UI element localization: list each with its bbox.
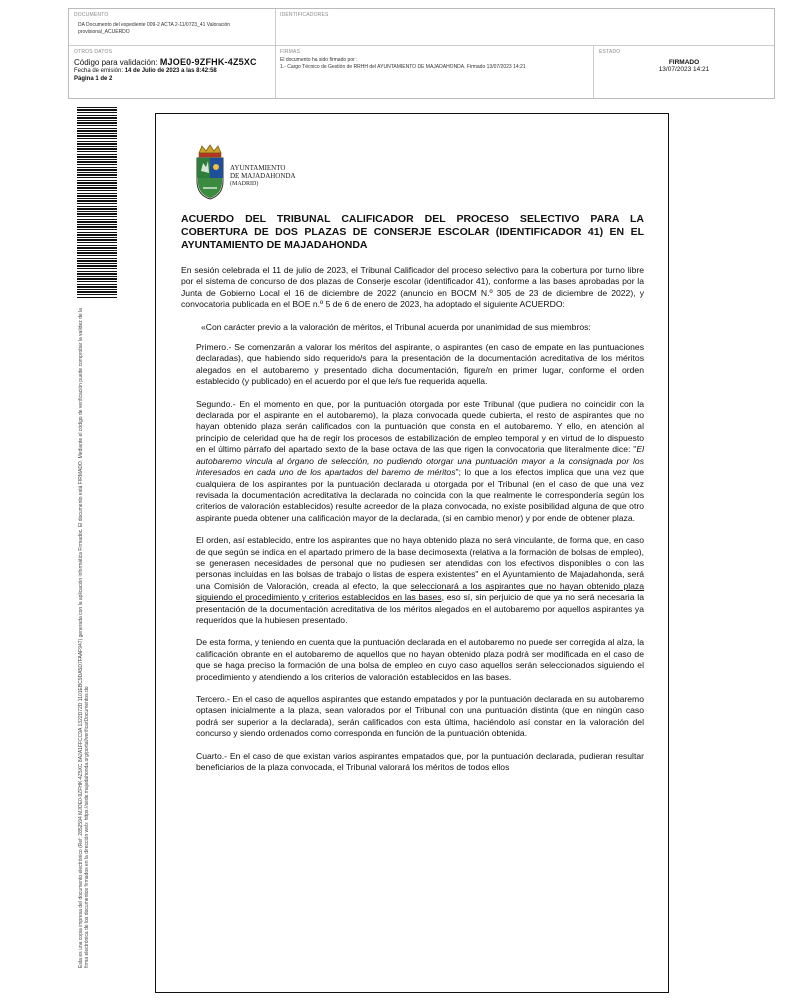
barcode bbox=[77, 107, 117, 299]
firmas-line-1: El documento ha sido firmado por : bbox=[280, 57, 358, 63]
paragraph-orden bbox=[196, 535, 644, 626]
paragraph-intro: En sesión celebrada el 11 de julio de 2023, el Tribunal Calificador del proceso selectivo para la cobertura por turno libre por el sistema de concurso de dos plazas de Conserje escolar (identificador 41), conforme a las bases aprobadas por la Junta de Gobierno Local el 16 de diciembre de 2022 (anuncio en BOCM N.º 305 de 23 de diciembre de 2022), y convocatoria publicada en el BOE n.º 5 de 6 de enero de 2023, ha adoptado el siguiente ACUERDO: bbox=[181, 265, 644, 310]
estado-label: ESTADO bbox=[599, 49, 621, 55]
logo-text bbox=[230, 164, 296, 188]
paragraph-cuarto: Cuarto.- En el caso de que existan varios aspirantes empatados que, por la puntuación declarada, pudieran resultar beneficiarios de la plaza convocada, el Tribunal valorará los méritos de todos ellos bbox=[196, 750, 644, 773]
validation-code-prefix: Código para validación: bbox=[74, 58, 158, 67]
documento-text: DA Documento del expediente 009-2 ACTA 2-11/0723_41 Valoración provisional_ACUERDO bbox=[78, 22, 231, 35]
segundo-text-b: "; lo que a los efectos implica que una vez que cualquiera de los aspirantes por la puntuación declarada u otorgada por el Tribunal (en el caso de que una vez revisada la documentación acreditativa la declarada no coincida con la que realmente le correspondería según los criterios de valoración establecidos) resulte acreedor de la plaza convocada, no existe posibilidad alguna de que otro aspirante pueda obtener una calificación mayor de la declarada, (si en cambio menor) y por ende de obtener plaza. bbox=[196, 467, 644, 523]
identificadores-cell bbox=[275, 9, 774, 45]
coat-of-arms-icon bbox=[193, 143, 227, 201]
firmas-line-2: 1.- Cargo Técnico de Gestión de RRHH del AYUNTAMIENTO DE MAJADAHONDA. Firmado 13/07/2023 14:21 bbox=[280, 64, 526, 70]
firmas-label: FIRMAS bbox=[280, 49, 301, 55]
orden-underlined: seleccionará a los aspirantes que no hayan obtenido plaza siguiendo el procedimiento y criterios establecidos en las bases bbox=[196, 580, 644, 603]
otros-datos-cell bbox=[69, 46, 275, 98]
documento-label: DOCUMENTO bbox=[74, 12, 109, 18]
issue-date-prefix: Fecha de emisión: bbox=[74, 68, 124, 74]
orden-text-a: El orden, así establecido, entre los aspirantes que no haya obtenido plaza no será vinculante, de forma que, en caso de que según se indica en el apartado primero de la base decimosexta (relativa a la formación de bolsas de empleo), se generasen necesidades de personal que no pudiesen ser atendidas con los efectivos disponibles o con las personas incluidas en las bolsas de trabajo o listas de espera existentes" en el Ayuntamiento de Majadahonda, será una Comisión de Valoración, creada al efecto, la que bbox=[196, 535, 644, 591]
orden-text-b: , eso sí, sin perjuicio de que ya no será necesaria la presentación de la documentación acreditativa de los méritos alegados en el autobaremo por aquellos aspirantes ya requeridos que la hubiesen presentado. bbox=[196, 592, 644, 625]
estado-value: FIRMADO bbox=[668, 59, 700, 66]
estado-cell bbox=[594, 46, 774, 98]
firmas-cell bbox=[275, 46, 593, 98]
segundo-text-a: Segundo.- En el momento en que, por la puntuación otorgada por este Tribunal (que pudiera no coincidir con la declarada por el aspirante en el autobaremo), la plaza convocada quede cubierta, el resto de aspirantes que no hayan obtenido plaza serán calificados con la puntuación que consta en el autobaremo. Y ello, en atención al principio de celeridad que ha de regir los procesos de estabilización de empleo temporal y en virtud de lo dispuesto en el último párrafo del apartado sexto de la base octava de las que rigen la convocatoria que literalmente dice: " bbox=[196, 398, 644, 455]
paragraph-quote: «Con carácter previo a la valoración de méritos, el Tribunal acuerda por unanimidad de sus miembros: bbox=[201, 321, 591, 332]
issue-date bbox=[74, 67, 270, 75]
logo-line-3: (MADRID) bbox=[230, 181, 259, 187]
issue-date-value: 14 de Julio de 2023 a las 8:42:58 bbox=[124, 68, 217, 74]
logo-line-1: AYUNTAMIENTO bbox=[230, 164, 286, 172]
segundo-italic-quote: El autobaremo vincula al órgano de selección, no pudiendo otorgar una puntuación mayor a la consignada por los interesados en cada uno de los apartados del baremo de méritos bbox=[196, 444, 644, 478]
paragraph-esta-forma: De esta forma, y teniendo en cuenta que la puntuación declarada en el autobaremo no puede ser corregida al alza, la calificación obrante en el autobaremo de aquellos que no hayan obtenido plaza podrá ser modificada en el caso de que se haga preciso la formación de una bolsa de empleo en cuyo caso aquellos serán seleccionados siguiendo el procedimiento y atendiendo a los criterios de valoración establecidos en las bases. bbox=[196, 637, 644, 682]
otros-datos-label: OTROS DATOS bbox=[74, 49, 113, 55]
validation-code-value: MJOE0-9ZFHK-4Z5XC bbox=[159, 57, 257, 67]
document-header bbox=[68, 8, 775, 99]
identificadores-label: IDENTIFICADORES bbox=[280, 12, 329, 18]
page-number: Página 1 de 2 bbox=[74, 76, 113, 82]
document-title: ACUERDO DEL TRIBUNAL CALIFICADOR DEL PROCESO SELECTIVO PARA LA COBERTURA DE DOS PLAZAS DE CONSERJE ESCOLAR (IDENTIFICADOR 41) EN EL AYUNTAMIENTO DE MAJADAHONDA bbox=[181, 213, 644, 251]
verification-side-text: Esta es una copia impresa del documento electrónico (Ref: 2852594 MJOE0-9ZFHK-4Z5XC 8A2A1FFCC9A 1322D72D 1101EBC9DA5D7FAAF947) generada con la aplicación informática Firmadoc. El documento está FIRMADO. Mediante el código de verificación puede comprobar la validez de la firma electrónica de los documentos firmados en la dirección web: https://sede.majadahonda.org/portal/verificarDocumentos.do bbox=[78, 308, 90, 968]
paragraph-segundo bbox=[196, 399, 644, 524]
documento-cell bbox=[69, 9, 275, 45]
paragraph-primero: Primero.- Se comenzarán a valorar los méritos del aspirante, o aspirantes (en caso de empate en las puntuaciones declaradas), que habiendo sido requerido/s para la presentación de la documentación acreditativa de los méritos alegados en el autobaremo y presentado dicha documentación, figure/n en primer lugar, conforme el orden establecido (y publicado) en el acuerdo por el que le/s fue requerida aquella. bbox=[196, 342, 644, 387]
logo-line-2: DE MAJADAHONDA bbox=[230, 172, 296, 180]
paragraph-tercero: Tercero.- En el caso de aquellos aspirantes que estando empatados y por la puntuación declarada en su autobaremo optasen inicialmente a la plaza, sean valorados por el Tribunal con una puntuación distinta (que en ningún caso podrá ser superior a la declarada), serán calificados con esta última, haciéndolo así constar en la valoración del concurso y siendo ordenados como corresponda en función de la puntuación obtenida. bbox=[196, 694, 644, 739]
estado-date: 13/07/2023 14:21 bbox=[658, 66, 710, 73]
validation-code bbox=[74, 58, 270, 67]
document-body bbox=[181, 265, 644, 784]
